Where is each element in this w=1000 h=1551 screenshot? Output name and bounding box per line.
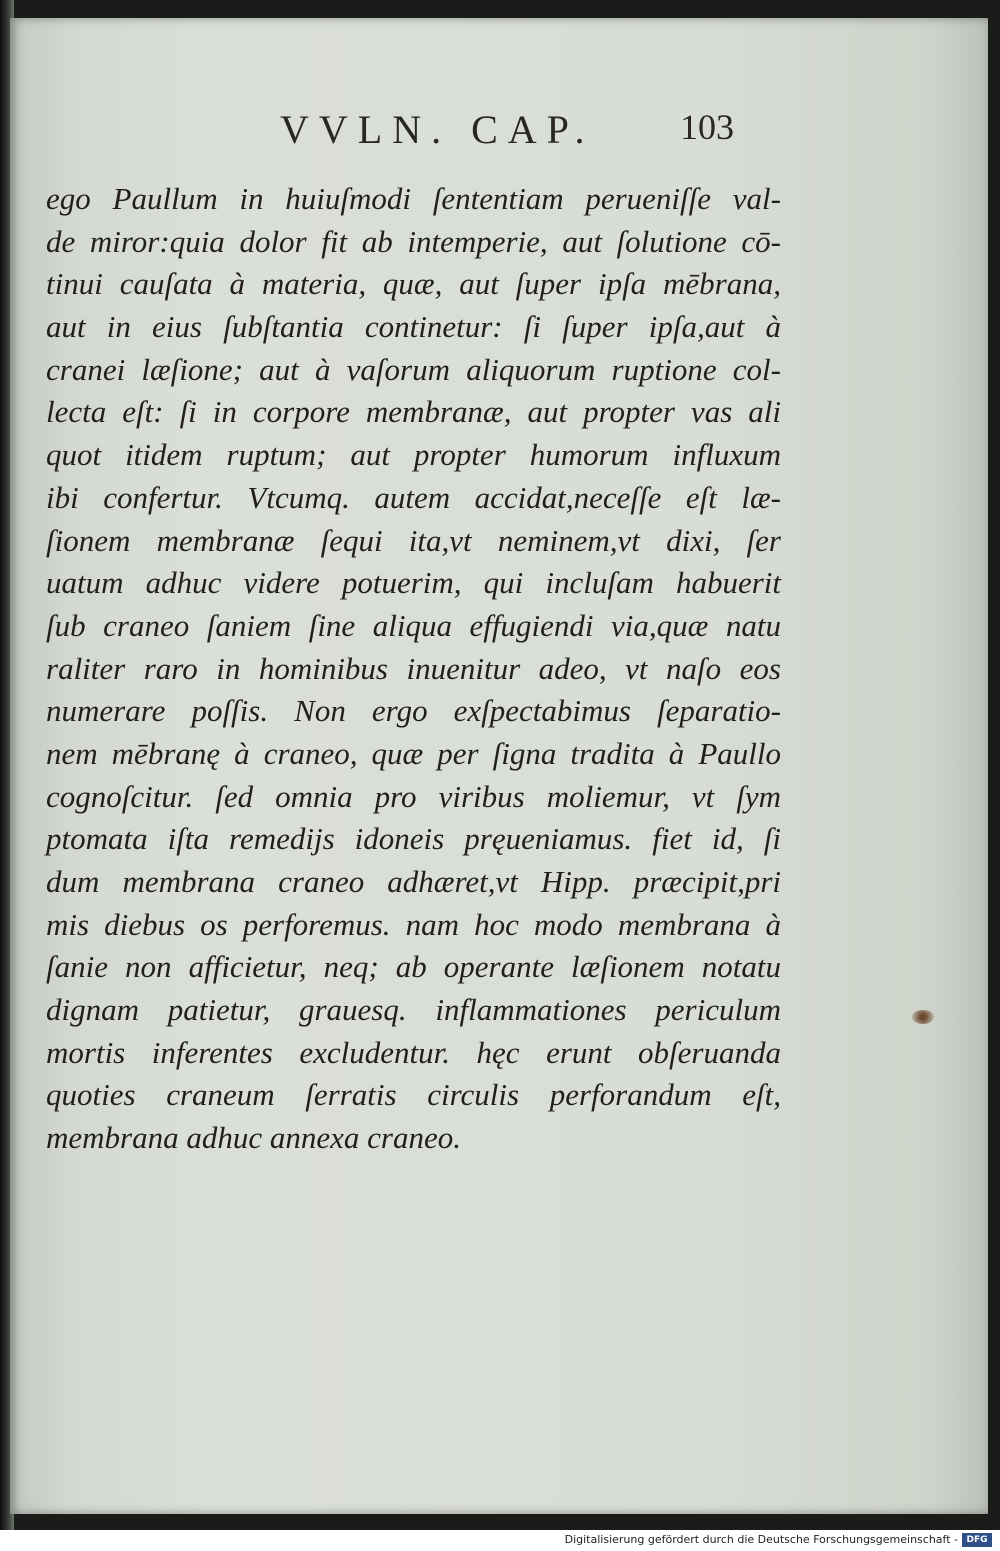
text-line: mis diebus os perforemus. nam hoc modo membrana à: [46, 906, 781, 942]
text-line: ptomata iſta remedijs idoneis pręueniamus. fiet id, ſi: [46, 821, 781, 857]
text-line: quoties craneum ſerratis circulis perforandum eſt,: [46, 1077, 781, 1113]
text-line: de miror:quia dolor fit ab intemperie, aut ſolutione cō-: [46, 223, 781, 259]
text-line: nem mēbranę à craneo, quæ per ſigna tradita à Paullo: [46, 735, 781, 771]
text-line: lecta eſt: ſi in corpore membranæ, aut propter vas ali: [46, 394, 781, 430]
text-line: cranei læſione; aut à vaſorum aliquorum ruptione col-: [46, 351, 781, 387]
dfg-logo: DFG: [962, 1533, 992, 1547]
running-head: [10, 106, 988, 156]
text-line: ſub craneo ſaniem ſine aliqua effugiendi via,quæ natu: [46, 607, 781, 643]
book-page: [10, 18, 988, 1514]
page-number: 103: [680, 107, 734, 147]
text-line: ego Paullum in huiuſmodi ſententiam perueniſſe val-: [46, 181, 781, 216]
text-line: dignam patietur, grauesq. inflammationes periculum: [46, 992, 781, 1028]
text-line: ſanie non afficietur, neq; ab operante læſionem notatu: [46, 949, 781, 985]
text-line: ſionem membranæ ſequi ita,vt neminem,vt dixi, ſer: [46, 522, 781, 558]
text-line: ibi confertur. Vtcumq. autem accidat,neceſſe eſt læ-: [46, 479, 781, 515]
text-line: numerare poſſis. Non ergo exſpectabimus ſeparatio-: [46, 693, 781, 729]
text-line: dum membrana craneo adhæret,vt Hipp. præcipit,pri: [46, 864, 781, 899]
text-line: tinui cauſata à materia, quæ, aut ſuper ipſa mēbrana,: [46, 266, 781, 302]
footer-bar: [0, 1530, 1000, 1551]
body-text: [46, 178, 781, 1160]
text-line-last: membrana adhuc annexa craneo.: [46, 1120, 461, 1156]
text-line: mortis inferentes excludentur. hęc erunt obſeruanda: [46, 1034, 781, 1070]
funding-credit: Digitalisierung gefördert durch die Deutsche Forschungsgemeinschaft -: [564, 1533, 958, 1546]
text-line: raliter raro in hominibus inuenitur adeo, vt naſo eos: [46, 650, 781, 686]
text-line: aut in eius ſubſtantia continetur: ſi ſuper ipſa,aut à: [46, 309, 781, 345]
text-line: quot itidem ruptum; aut propter humorum influxum: [46, 437, 781, 473]
paper-stain: [912, 1010, 934, 1024]
running-head-title: VVLN. CAP.: [280, 107, 595, 152]
text-line: cognoſcitur. ſed omnia pro viribus moliemur, vt ſym: [46, 778, 781, 814]
text-line: uatum adhuc videre potuerim, qui incluſam habuerit: [46, 565, 781, 601]
